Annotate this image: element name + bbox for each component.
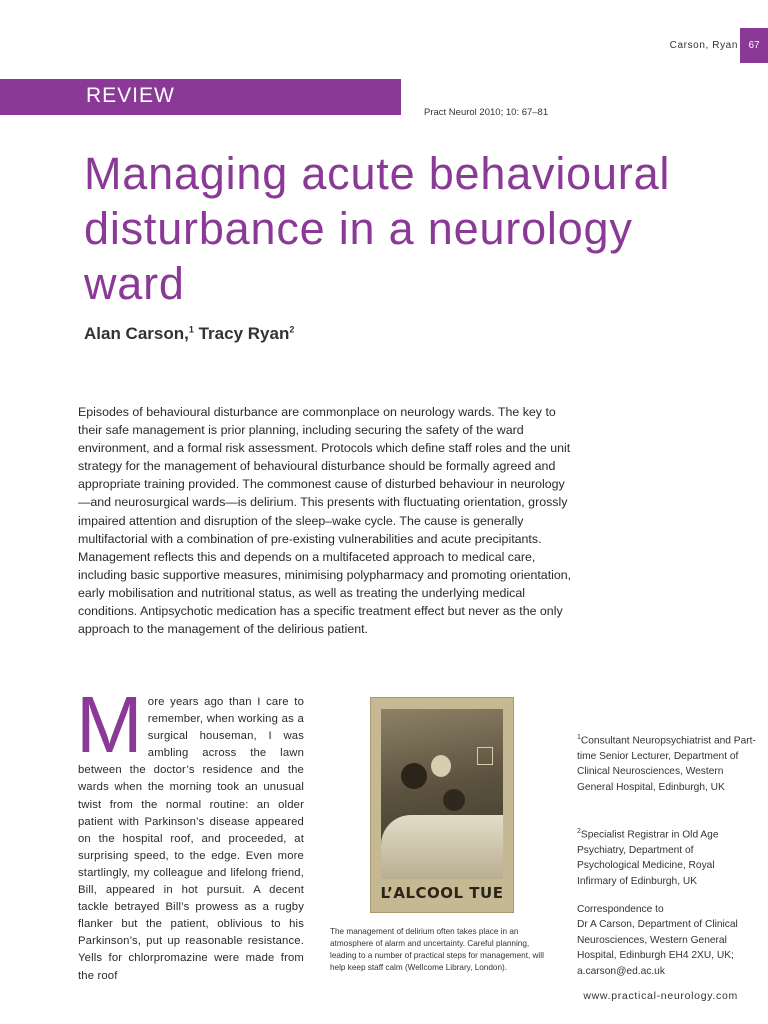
nurse-figure-shape [431, 755, 451, 777]
author-name: Alan Carson, [84, 324, 189, 343]
running-header-authors: Carson, Ryan [669, 40, 738, 51]
author-name: Tracy Ryan [198, 324, 290, 343]
picture-frame-shape [477, 747, 493, 765]
author-list [84, 324, 294, 344]
abstract: Episodes of behavioural disturbance are commonplace on neurology wards. The key to their safe management is prior planning, including securing the safety of the ward environment, and a formal risk assessment. Protocols which define staff roles and the unit strategy for the management of behavioural disturbance should be formally agreed and appropriate training provided. The commonest cause of disturbed behaviour in neurology—and neurosurgical wards—is delirium. This presents with fluctuating orientation, grossly impaired attention and disruption of the sleep–wake cycle. The cause is generally multifactorial with a combination of pre-existing vulnerabilities and acute precipitants. Management reflects this and depends on a multifaceted approach to medical care, including basic supportive measures, minimising polypharmacy and promoting orientation, early mobilisation and nutritional status, as well as treating the underlying medical conditions. Antipsychotic medication has a specific treatment effect but never as the only approach to the management of the delirious patient. [78, 405, 572, 637]
man-figure-shape [401, 763, 427, 789]
affiliation-text: Specialist Registrar in Old Age Psychiatry, Department of Psychological Medicine, Royal Infirmary of Edinburgh, UK [577, 829, 719, 887]
poster-caption-text: L’ALCOOL TUE [380, 884, 504, 902]
patient-figure-shape [443, 789, 465, 811]
section-banner [0, 79, 401, 115]
body-paragraph: ore years ago than I care to remember, when working as a surgical houseman, I was ambling across the lawn between the doctor’s residence and the wards when the morning took an unusual twist from the normal routine: an older patient with Parkinson’s disease appeared on the hospital roof, and proceeded, at surprising speed, to the edge. Even more startlingly, my colleague and lifelong friend, Bill, appeared in hot pursuit. A decent tackle betrayed Bill’s prowess as a rugby flanker but the patient, oblivious to his Parkinson’s, put up reasonable resistance. Yells for chlorpromazine were made from the roof [78, 696, 304, 982]
affiliation-marker: 1 [577, 734, 581, 741]
body-text-column [76, 680, 304, 985]
affiliation-marker: 2 [577, 828, 581, 835]
author-affiliation-marker: 2 [289, 324, 295, 335]
journal-citation: Pract Neurol 2010; 10: 67–81 [424, 107, 549, 118]
poster-illustration [381, 709, 503, 879]
poster-figure-image [370, 697, 514, 913]
footer-website: www.practical-neurology.com [583, 990, 738, 1002]
affiliation-1 [577, 730, 757, 795]
affiliation-2 [577, 824, 757, 889]
affiliation-text: Consultant Neuropsychiatrist and Part-time Senior Lecturer, Department of Clinical Neurosciences, Western General Hospital, Edinburgh, UK [577, 735, 756, 793]
article-title: Managing acute behavioural disturbance in a neurology ward [84, 148, 671, 309]
correspondence-heading: Correspondence to [577, 904, 664, 915]
page-number: 67 [740, 28, 768, 63]
correspondence-text: Dr A Carson, Department of Clinical Neurosciences, Western General Hospital, Edinburgh EH4 2XU, UK; a.carson@ed.ac.uk [577, 919, 738, 977]
correspondence [577, 902, 757, 979]
section-label: REVIEW [86, 84, 175, 107]
drop-cap: M [76, 680, 143, 769]
figure-caption: The management of delirium often takes place in an atmosphere of alarm and uncertainty. Careful planning, leading to a number of practical steps for management, will help keep staff calm (Wellcome Library, London). [330, 927, 544, 972]
author-affiliation-marker: 1 [188, 324, 194, 335]
bed-shape [381, 815, 503, 879]
